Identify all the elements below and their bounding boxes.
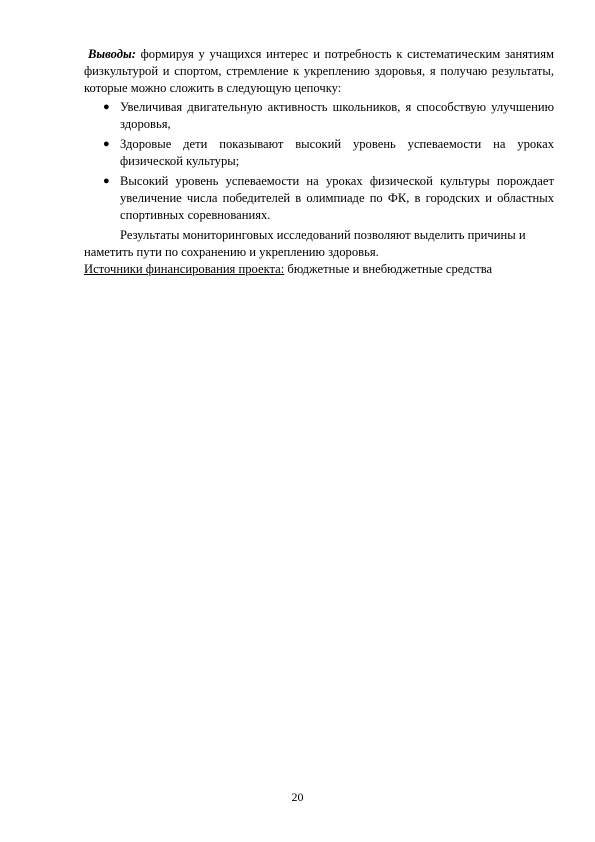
funding-paragraph xyxy=(84,261,554,278)
list-item-text: Высокий уровень успеваемости на уроках физической культуры порождает увеличение числа победителей в олимпиаде по ФК, в городских и областных спортивных соревнованиях. xyxy=(120,174,554,222)
conclusions-paragraph xyxy=(84,46,554,97)
list-item xyxy=(103,173,554,224)
conclusions-label: Выводы: xyxy=(88,47,136,61)
bullet-icon: ● xyxy=(103,101,110,113)
conclusions-text: формируя у учащихся интерес и потребность к систематическим занятиям физкультурой и спортом, стремление к укреплению здоровья, я получаю результаты, которые можно сложить в следующую цепочку: xyxy=(84,47,554,95)
funding-label: Источники финансирования проекта: xyxy=(84,262,285,276)
page-content xyxy=(84,46,554,278)
list-item xyxy=(103,136,554,170)
bullet-icon: ● xyxy=(103,138,110,150)
list-item xyxy=(103,99,554,133)
funding-text: бюджетные и внебюджетные средства xyxy=(284,262,493,276)
list-item-text: Увеличивая двигательную активность школьников, я способствую улучшению здоровья, xyxy=(120,100,554,131)
results-paragraph: Результаты мониторинговых исследований позволяют выделить причины и наметить пути по сохранению и укреплению здоровья. xyxy=(84,228,526,259)
list-item-text: Здоровые дети показывают высокий уровень успеваемости на уроках физической культуры; xyxy=(120,137,554,168)
page-number: 20 xyxy=(291,790,304,804)
bullet-icon: ● xyxy=(103,175,110,187)
conclusions-list xyxy=(84,99,554,224)
